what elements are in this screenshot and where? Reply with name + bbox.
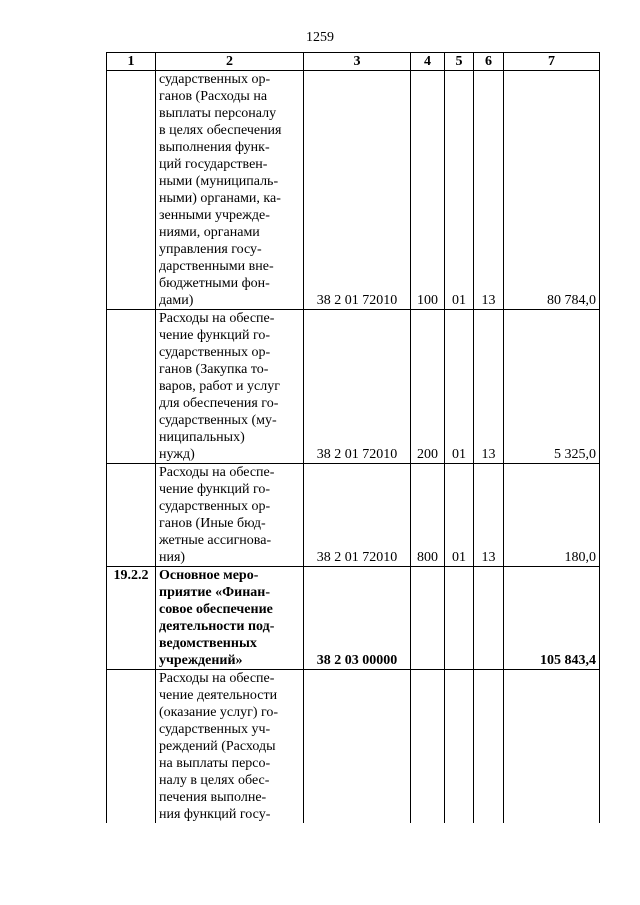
subsection-cell — [474, 567, 504, 670]
description-line: в целях обеспечения — [159, 123, 282, 138]
description-line: Расходы на обеспе- — [159, 671, 275, 686]
section-cell — [445, 670, 474, 824]
description-line: сударственных уч- — [159, 722, 271, 737]
description-line: ными) органами, ка- — [159, 191, 281, 206]
description-line: ными (муниципаль- — [159, 174, 279, 189]
budget-table — [106, 52, 600, 823]
description-line: Расходы на обеспе- — [159, 465, 275, 480]
expense-type-cell: 100 — [411, 71, 445, 310]
description-cell — [156, 464, 304, 567]
expense-type-cell — [411, 670, 445, 824]
column-header: 6 — [474, 53, 504, 71]
row-number-cell — [107, 464, 156, 567]
description-cell — [156, 71, 304, 310]
expense-type-cell: 800 — [411, 464, 445, 567]
description-line: ганов (Расходы на — [159, 89, 268, 104]
description-line: жетные ассигнова- — [159, 533, 272, 548]
description-line: (оказание услуг) го- — [159, 705, 279, 720]
description-line: чение деятельности — [159, 688, 278, 703]
description-line: дами) — [159, 293, 194, 308]
section-cell: 01 — [445, 464, 474, 567]
description-line: нужд) — [159, 447, 195, 462]
expense-type-cell: 200 — [411, 310, 445, 464]
table-row — [107, 464, 600, 567]
column-header: 4 — [411, 53, 445, 71]
description-line: ведомственных — [159, 636, 257, 651]
description-line: ганов (Иные бюд- — [159, 516, 266, 531]
description-line: на выплаты персо- — [159, 756, 271, 771]
section-cell: 01 — [445, 310, 474, 464]
description-line: сударственных ор- — [159, 72, 271, 87]
description-line: ниями, органами — [159, 225, 260, 240]
code-cell: 38 2 01 72010 — [304, 310, 411, 464]
code-cell — [304, 670, 411, 824]
row-number-cell: 19.2.2 — [107, 567, 156, 670]
description-cell — [156, 310, 304, 464]
description-line: ций государствен- — [159, 157, 268, 172]
amount-cell: 5 325,0 — [504, 310, 600, 464]
table-row — [107, 310, 600, 464]
description-cell — [156, 567, 304, 670]
column-header: 2 — [156, 53, 304, 71]
row-number-cell — [107, 670, 156, 824]
description-line: приятие «Финан- — [159, 585, 271, 600]
column-header: 7 — [504, 53, 600, 71]
table-body — [107, 71, 600, 824]
amount-cell: 80 784,0 — [504, 71, 600, 310]
description-line: бюджетными фон- — [159, 276, 270, 291]
subsection-cell: 13 — [474, 464, 504, 567]
description-line: выполнения функ- — [159, 140, 270, 155]
description-line: учреждений» — [159, 653, 243, 668]
description-line: ния функций госу- — [159, 807, 271, 822]
description-line: для обеспечения го- — [159, 396, 279, 411]
column-header: 1 — [107, 53, 156, 71]
description-line: дарственными вне- — [159, 259, 274, 274]
expense-type-cell — [411, 567, 445, 670]
description-line: ниципальных) — [159, 430, 245, 445]
column-header: 3 — [304, 53, 411, 71]
description-line: ганов (Закупка то- — [159, 362, 269, 377]
description-line: сударственных (му- — [159, 413, 277, 428]
table-row — [107, 670, 600, 824]
description-line: Расходы на обеспе- — [159, 311, 275, 326]
description-line: чение функций го- — [159, 328, 271, 343]
table-header-row — [107, 53, 600, 71]
table-row — [107, 71, 600, 310]
section-cell: 01 — [445, 71, 474, 310]
description-line: Основное меро- — [159, 568, 259, 583]
description-line: сударственных ор- — [159, 499, 271, 514]
subsection-cell — [474, 670, 504, 824]
description-line: налу в целях обес- — [159, 773, 270, 788]
row-number-cell — [107, 71, 156, 310]
amount-cell — [504, 670, 600, 824]
page-number: 1259 — [306, 30, 334, 45]
amount-cell: 105 843,4 — [504, 567, 600, 670]
column-header: 5 — [445, 53, 474, 71]
row-number-cell — [107, 310, 156, 464]
description-line: чение функций го- — [159, 482, 271, 497]
description-line: ния) — [159, 550, 186, 565]
code-cell: 38 2 01 72010 — [304, 464, 411, 567]
table-row — [107, 567, 600, 670]
description-line: выплаты персоналу — [159, 106, 277, 121]
amount-cell: 180,0 — [504, 464, 600, 567]
description-line: печения выполне- — [159, 790, 267, 805]
code-cell: 38 2 03 00000 — [304, 567, 411, 670]
section-cell — [445, 567, 474, 670]
description-line: реждений (Расходы — [159, 739, 276, 754]
description-line: зенными учрежде- — [159, 208, 270, 223]
subsection-cell: 13 — [474, 71, 504, 310]
subsection-cell: 13 — [474, 310, 504, 464]
description-cell — [156, 670, 304, 824]
description-line: деятельности под- — [159, 619, 275, 634]
code-cell: 38 2 01 72010 — [304, 71, 411, 310]
description-line: сударственных ор- — [159, 345, 271, 360]
description-line: варов, работ и услуг — [159, 379, 280, 394]
description-line: совое обеспечение — [159, 602, 273, 617]
description-line: управления госу- — [159, 242, 262, 257]
